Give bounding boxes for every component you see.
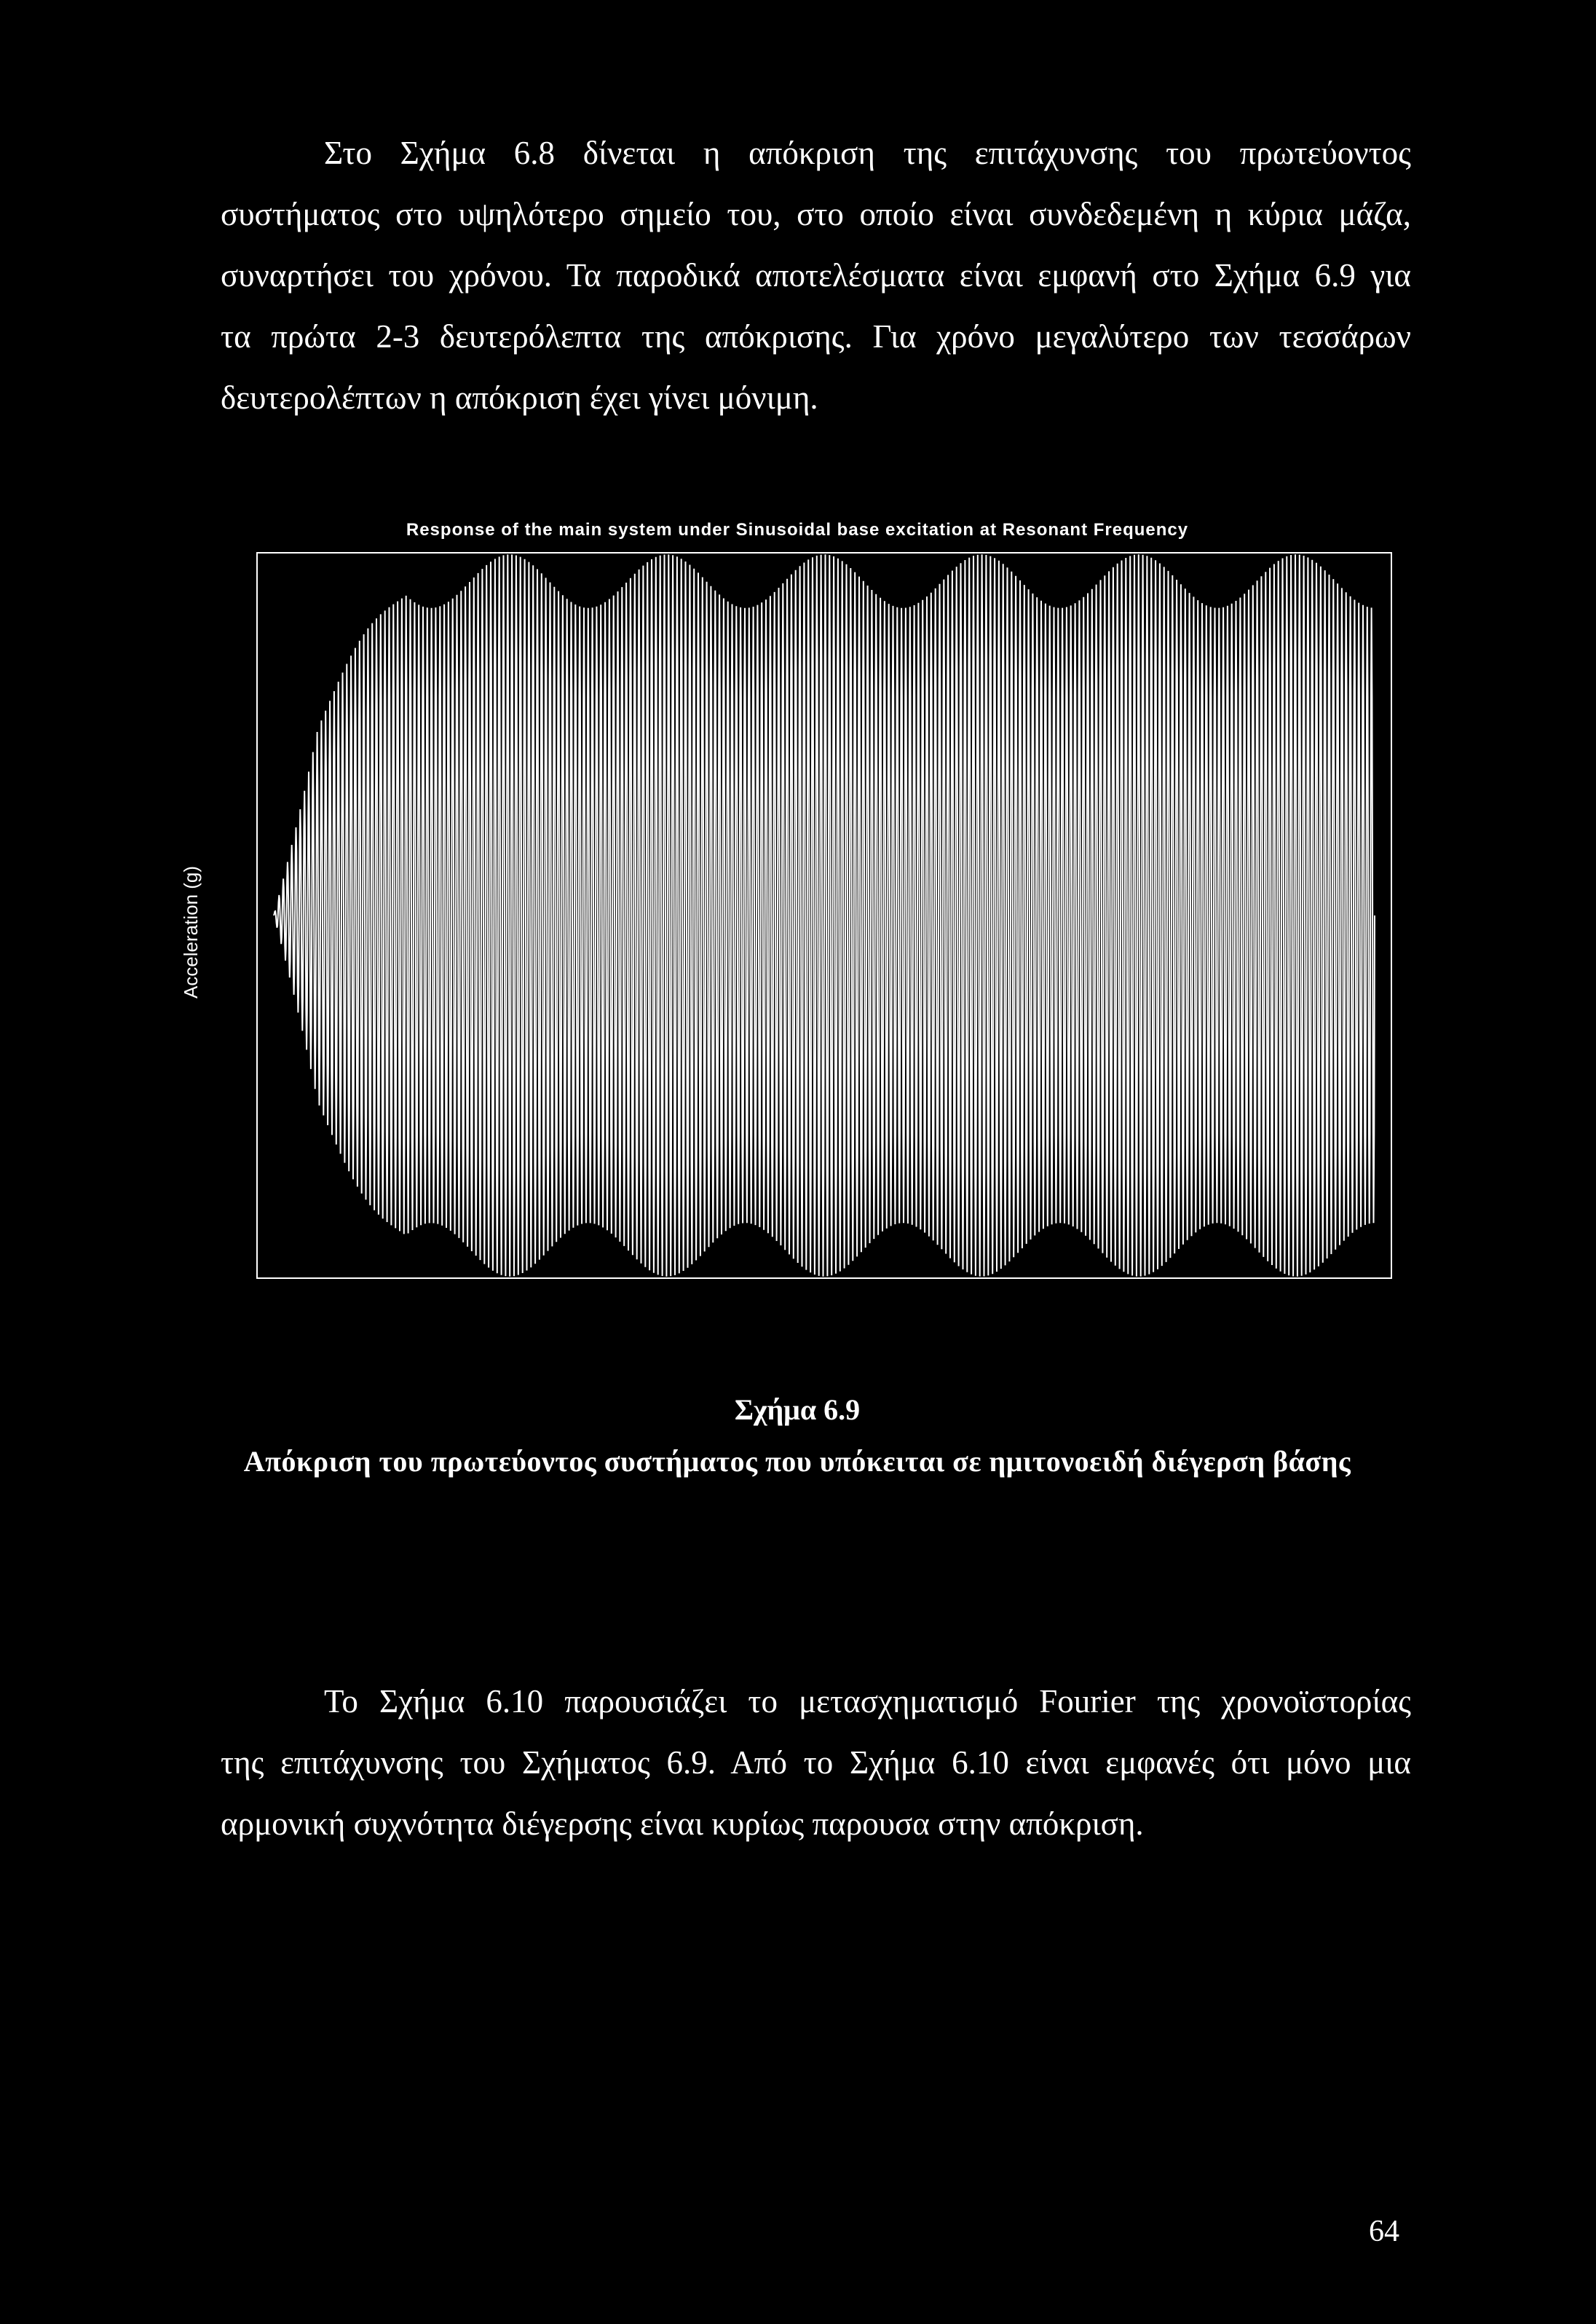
acceleration-series-line xyxy=(274,554,1375,1276)
plot-area xyxy=(256,552,1392,1279)
paragraph-line: συστήματος στο υψηλότερο σημείο του, στο οποίο είναι συνδεδεμένη η κύρια μάζα, xyxy=(221,196,1411,232)
figure-caption-number: Σχήμα 6.9 xyxy=(734,1393,861,1426)
paragraph-line: Στο Σχήμα 6.8 δίνεται η απόκριση της επιτάχυνσης του πρωτεύοντος xyxy=(324,135,1411,171)
acceleration-trace xyxy=(274,554,1375,1276)
body-paragraph-2 xyxy=(221,1671,1411,1854)
paragraph-line: αρμονική συχνότητα διέγερσης είναι κυρίως παρουσα στην απόκριση. xyxy=(221,1805,1144,1842)
response-figure xyxy=(175,510,1420,1282)
figure-caption-text: Απόκριση του πρωτεύοντος συστήματος που υπόκειται σε ημιτονοειδή διέγερση βάσης xyxy=(243,1445,1351,1478)
paragraph-line: Το Σχήμα 6.10 παρουσιάζει το μετασχηματισμό Fourier της χρονοϊστορίας xyxy=(324,1683,1411,1720)
paragraph-line: της επιτάχυνσης του Σχήματος 6.9. Από το Σχήμα 6.10 είναι εμφανές ότι μόνο μια xyxy=(221,1744,1411,1781)
paragraph-line: δευτερολέπτων η απόκριση έχει γίνει μόνιμη. xyxy=(221,379,818,416)
chart-title: Response of the main system under Sinusoidal base excitation at Resonant Frequency xyxy=(406,520,1189,540)
y-axis-label: Acceleration (g) xyxy=(180,865,202,999)
paragraph-line: συναρτήσει του χρόνου. Τα παροδικά αποτελέσματα είναι εμφανή στο Σχήμα 6.9 για xyxy=(221,257,1411,294)
paragraph-line: τα πρώτα 2-3 δευτερόλεπτα της απόκρισης. Για χρόνο μεγαλύτερο των τεσσάρων xyxy=(221,318,1411,355)
body-paragraph-1 xyxy=(221,122,1411,428)
page-number: 64 xyxy=(1369,2215,1399,2248)
